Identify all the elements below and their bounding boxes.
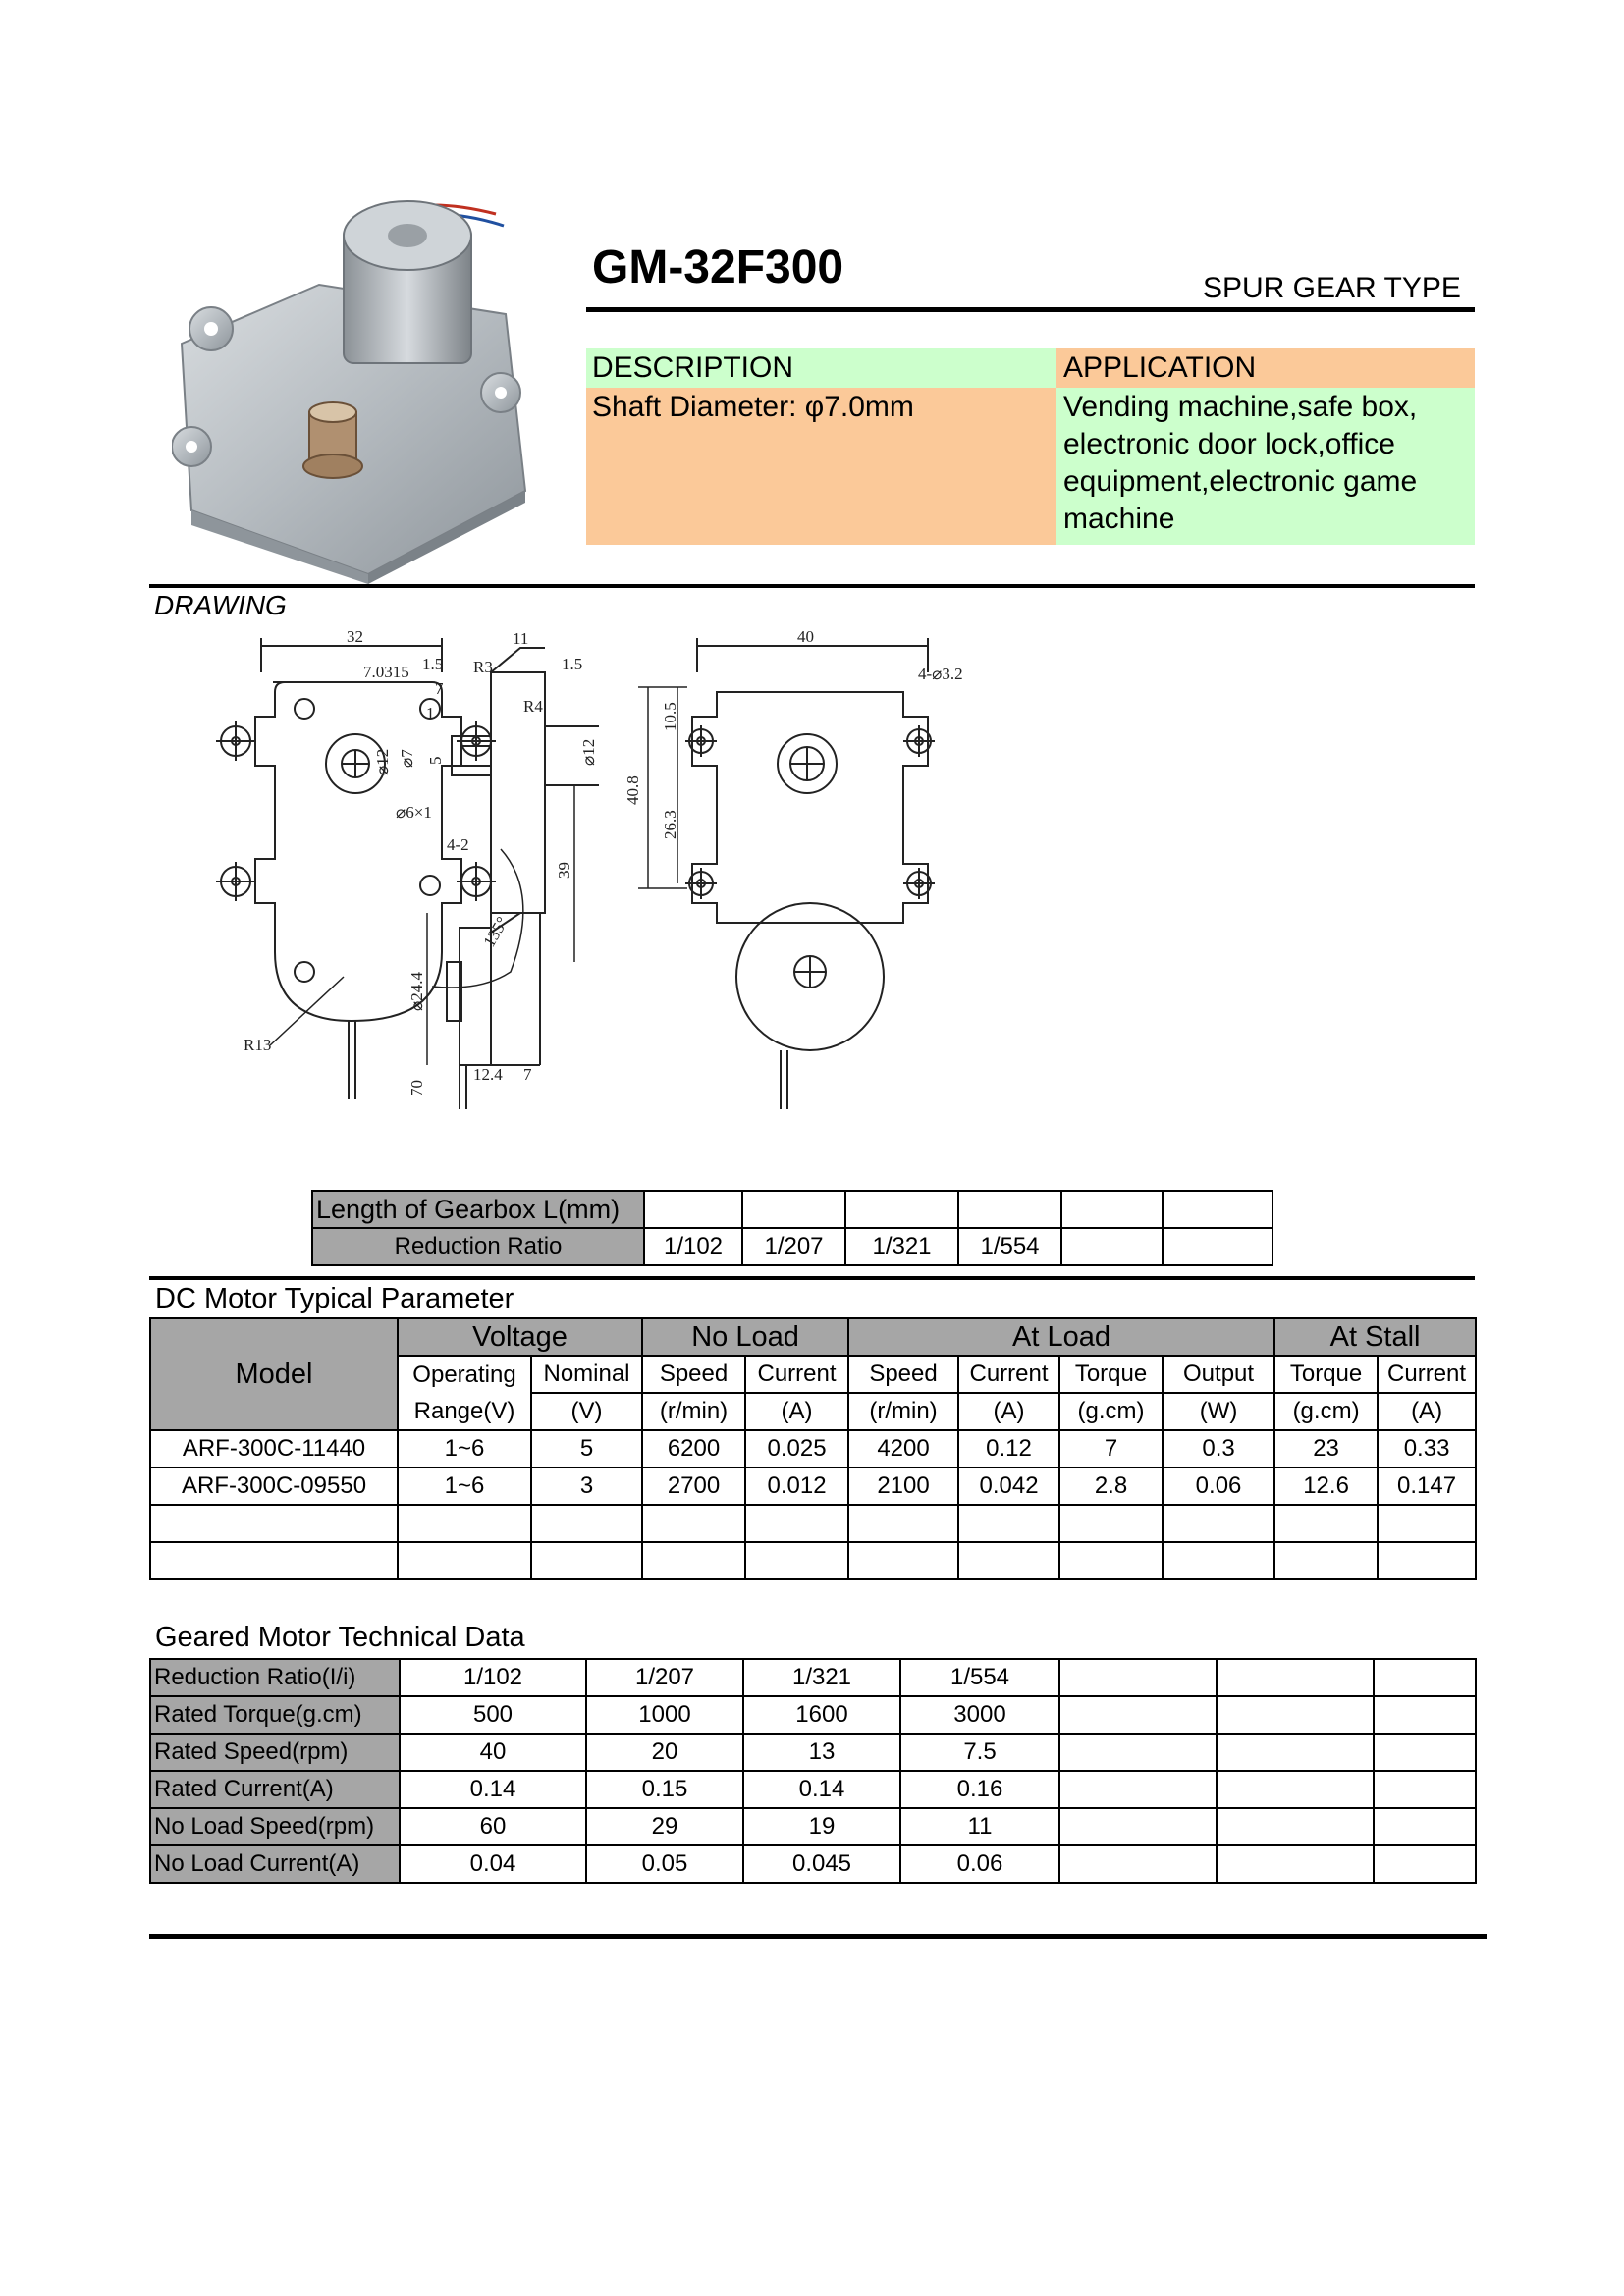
- drawing-rule: [149, 584, 1475, 588]
- current-header: Current: [1378, 1356, 1476, 1393]
- dim-1: 1: [426, 704, 435, 722]
- table-row: [150, 1771, 1476, 1808]
- value-cell: 0.04: [400, 1845, 586, 1883]
- speed-header: Speed: [642, 1356, 745, 1393]
- description-text: Shaft Diameter: φ7.0mm: [592, 391, 914, 423]
- unit-a: (A): [745, 1393, 848, 1430]
- rear-view: [623, 628, 963, 1109]
- value-cell: 0.33: [1378, 1430, 1476, 1468]
- value-cell: 0.05: [586, 1845, 743, 1883]
- nominal-header: Nominal: [531, 1356, 642, 1393]
- dc-motor-table: [149, 1317, 1477, 1580]
- unit-v: (V): [531, 1393, 642, 1430]
- dim-width-32: 32: [347, 628, 363, 646]
- dim-dia12-left: ⌀12: [373, 748, 392, 775]
- value-cell: 7: [1059, 1430, 1163, 1468]
- value-cell: 4200: [848, 1430, 958, 1468]
- unit-a: (A): [958, 1393, 1059, 1430]
- dim-11: 11: [513, 629, 529, 648]
- value-cell: 0.06: [900, 1845, 1059, 1883]
- table-row: [312, 1228, 1272, 1265]
- value-cell: 1/554: [900, 1659, 1059, 1696]
- value-cell: 0.16: [900, 1771, 1059, 1808]
- ratio-cell: 1/554: [958, 1228, 1061, 1265]
- table-row: [150, 1659, 1476, 1696]
- row-label: No Load Speed(rpm): [150, 1808, 400, 1845]
- application-line: machine: [1063, 503, 1175, 535]
- model-title: GM-32F300: [592, 241, 844, 294]
- dim-4-2: 4-2: [447, 835, 469, 854]
- description-label: DESCRIPTION: [592, 351, 794, 384]
- unit-rmin: (r/min): [848, 1393, 958, 1430]
- dim-70: 70: [407, 1080, 426, 1096]
- value-cell: 0.025: [745, 1430, 848, 1468]
- application-line: electronic door lock,office: [1063, 428, 1395, 460]
- dim-r4: R4: [523, 697, 543, 716]
- side-view: [363, 629, 599, 1109]
- range-header: Range(V): [398, 1393, 531, 1430]
- torque-header: Torque: [1274, 1356, 1378, 1393]
- table-row: [150, 1808, 1476, 1845]
- value-cell: 0.14: [400, 1771, 586, 1808]
- value-cell: 0.147: [1378, 1468, 1476, 1505]
- value-cell: 2100: [848, 1468, 958, 1505]
- dim-width-40: 40: [797, 628, 814, 646]
- dim-7-bottom: 7: [523, 1065, 532, 1084]
- value-cell: 1/207: [586, 1659, 743, 1696]
- value-cell: 0.06: [1163, 1468, 1274, 1505]
- no-load-header: No Load: [642, 1318, 848, 1356]
- unit-gcm: (g.cm): [1274, 1393, 1378, 1430]
- table-row: [150, 1318, 1476, 1356]
- unit-gcm: (g.cm): [1059, 1393, 1163, 1430]
- dim-12-4: 12.4: [473, 1065, 503, 1084]
- row-label: No Load Current(A): [150, 1845, 400, 1883]
- value-cell: 0.12: [958, 1430, 1059, 1468]
- technical-drawing: [196, 628, 1434, 1139]
- value-cell: 6200: [642, 1430, 745, 1468]
- dim-r13: R13: [244, 1036, 272, 1054]
- application-text: [1063, 389, 1417, 538]
- value-cell: 1000: [586, 1696, 743, 1734]
- table-row: [150, 1468, 1476, 1505]
- drawing-title: DRAWING: [154, 590, 287, 620]
- geared-motor-title: Geared Motor Technical Data: [155, 1622, 525, 1653]
- value-cell: 12.6: [1274, 1468, 1378, 1505]
- ratio-cell: 1/321: [845, 1228, 958, 1265]
- model-cell: ARF-300C-09550: [150, 1468, 398, 1505]
- value-cell: 29: [586, 1808, 743, 1845]
- ratio-cell: 1/207: [742, 1228, 845, 1265]
- value-cell: 60: [400, 1808, 586, 1845]
- table-row: [312, 1191, 1272, 1228]
- table-row: [150, 1505, 1476, 1542]
- gearbox-length-label: Length of Gearbox L(mm): [312, 1191, 644, 1228]
- dim-key: ⌀6×1: [396, 803, 432, 822]
- dim-7: 7: [435, 679, 444, 698]
- dim-dia7: ⌀7: [398, 749, 416, 768]
- value-cell: 0.15: [586, 1771, 743, 1808]
- dim-5: 5: [426, 756, 445, 765]
- value-cell: 11: [900, 1808, 1059, 1845]
- model-header: Model: [150, 1318, 398, 1430]
- value-cell: 0.3: [1163, 1430, 1274, 1468]
- torque-header: Torque: [1059, 1356, 1163, 1393]
- dim-39: 39: [555, 862, 573, 879]
- value-cell: 1~6: [398, 1430, 531, 1468]
- speed-header: Speed: [848, 1356, 958, 1393]
- value-cell: 0.045: [743, 1845, 900, 1883]
- value-cell: 19: [743, 1808, 900, 1845]
- row-label: Reduction Ratio(I/i): [150, 1659, 400, 1696]
- voltage-header: Voltage: [398, 1318, 642, 1356]
- dim-r3: R3: [473, 658, 493, 676]
- output-header: Output: [1163, 1356, 1274, 1393]
- value-cell: 1/321: [743, 1659, 900, 1696]
- dim-dia12-right: ⌀12: [579, 738, 598, 766]
- product-photo: [172, 196, 584, 584]
- row-label: Rated Current(A): [150, 1771, 400, 1808]
- row-label: Rated Speed(rpm): [150, 1734, 400, 1771]
- value-cell: 23: [1274, 1430, 1378, 1468]
- row-label: Rated Torque(g.cm): [150, 1696, 400, 1734]
- dim-angle: 135°: [479, 913, 513, 951]
- ratio-cell: 1/102: [644, 1228, 742, 1265]
- table-row: [150, 1542, 1476, 1579]
- dim-26-3: 26.3: [661, 810, 679, 839]
- unit-a: (A): [1378, 1393, 1476, 1430]
- dim-10-5: 10.5: [661, 702, 679, 731]
- dc-motor-title: DC Motor Typical Parameter: [155, 1283, 514, 1314]
- value-cell: 1/102: [400, 1659, 586, 1696]
- dim-shaft-len: 7.0315: [363, 663, 409, 681]
- footer-rule: [149, 1934, 1487, 1939]
- value-cell: 0.14: [743, 1771, 900, 1808]
- value-cell: 40: [400, 1734, 586, 1771]
- at-load-header: At Load: [848, 1318, 1274, 1356]
- value-cell: 0.042: [958, 1468, 1059, 1505]
- value-cell: 3: [531, 1468, 642, 1505]
- dim-dia24-4: ⌀24.4: [407, 972, 426, 1011]
- header-rule: [586, 307, 1475, 312]
- geared-motor-table: [149, 1658, 1477, 1884]
- value-cell: 5: [531, 1430, 642, 1468]
- unit-rmin: (r/min): [642, 1393, 745, 1430]
- current-header: Current: [958, 1356, 1059, 1393]
- dim-1-5-left: 1.5: [422, 655, 444, 673]
- table-row: [150, 1430, 1476, 1468]
- value-cell: 3000: [900, 1696, 1059, 1734]
- operating-header: Operating: [398, 1356, 531, 1393]
- value-cell: 20: [586, 1734, 743, 1771]
- at-stall-header: At Stall: [1274, 1318, 1476, 1356]
- unit-w: (W): [1163, 1393, 1274, 1430]
- value-cell: 2.8: [1059, 1468, 1163, 1505]
- application-line: equipment,electronic game: [1063, 465, 1418, 498]
- value-cell: 0.012: [745, 1468, 848, 1505]
- value-cell: 1600: [743, 1696, 900, 1734]
- value-cell: 1~6: [398, 1468, 531, 1505]
- application-line: Vending machine,safe box,: [1063, 391, 1418, 423]
- current-header: Current: [745, 1356, 848, 1393]
- table-row: [150, 1845, 1476, 1883]
- application-label: APPLICATION: [1063, 351, 1257, 384]
- table-row: [150, 1696, 1476, 1734]
- gearbox-table: [311, 1190, 1273, 1266]
- dim-40-8: 40.8: [623, 775, 642, 805]
- dc-section-rule: [149, 1276, 1475, 1280]
- model-cell: ARF-300C-11440: [150, 1430, 398, 1468]
- table-row: [150, 1734, 1476, 1771]
- value-cell: 13: [743, 1734, 900, 1771]
- value-cell: 2700: [642, 1468, 745, 1505]
- gear-type-label: SPUR GEAR TYPE: [1203, 272, 1461, 304]
- dim-1-5-right: 1.5: [562, 655, 583, 673]
- value-cell: 7.5: [900, 1734, 1059, 1771]
- reduction-ratio-label: Reduction Ratio: [312, 1228, 644, 1265]
- value-cell: 500: [400, 1696, 586, 1734]
- dim-holes: 4-⌀3.2: [918, 665, 963, 683]
- front-view: [216, 628, 543, 1099]
